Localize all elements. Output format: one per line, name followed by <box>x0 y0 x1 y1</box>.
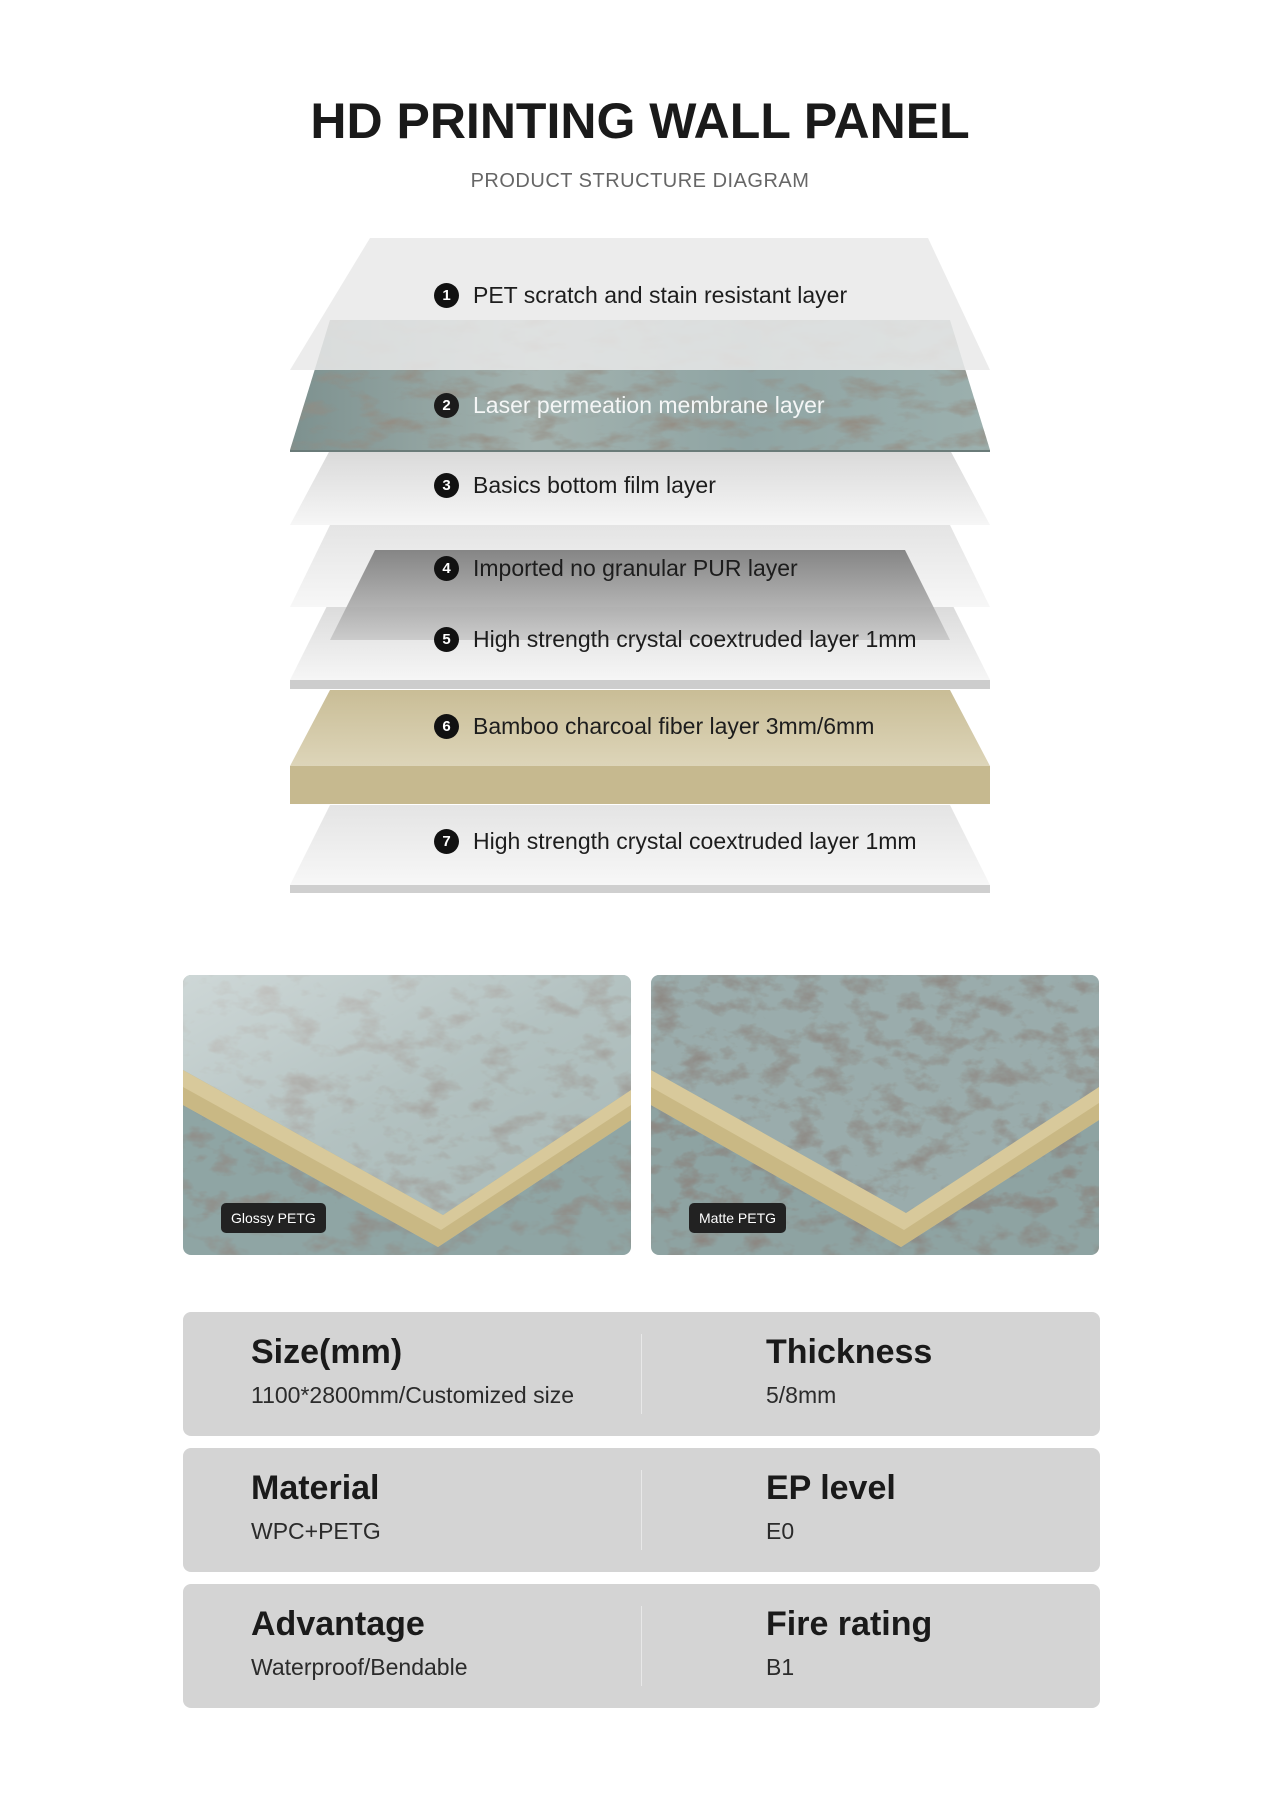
matte-badge: Matte PETG <box>689 1203 786 1233</box>
layer-label-7 <box>434 828 917 855</box>
spec-divider <box>641 1334 642 1414</box>
spec-label: Material <box>251 1469 380 1507</box>
layer-text: High strength crystal coextruded layer 1mm <box>473 828 917 854</box>
layer-label-2 <box>434 392 825 419</box>
layer-number-badge: 5 <box>434 627 459 652</box>
spec-value: 1100*2800mm/Customized size <box>251 1382 575 1408</box>
spec-card-material-ep <box>183 1448 1100 1572</box>
layer-number-badge: 3 <box>434 473 459 498</box>
glossy-petg-photo <box>183 975 631 1255</box>
spec-label: Size(mm) <box>251 1333 403 1371</box>
layer-number-badge: 4 <box>434 556 459 581</box>
spec-card-advantage-fire <box>183 1584 1100 1708</box>
spec-label: Advantage <box>251 1605 425 1643</box>
spec-value: E0 <box>766 1518 795 1544</box>
spec-label: EP level <box>766 1469 896 1507</box>
glossy-badge: Glossy PETG <box>221 1203 326 1233</box>
layer-text: Laser permeation membrane layer <box>473 392 825 418</box>
layer-label-5 <box>434 626 917 653</box>
spec-value: 5/8mm <box>766 1382 837 1408</box>
layer-text: Imported no granular PUR layer <box>473 555 798 581</box>
spec-value: WPC+PETG <box>251 1518 381 1544</box>
page-title: HD PRINTING WALL PANEL <box>310 93 970 149</box>
layer-label-1 <box>434 282 847 309</box>
layer-label-6 <box>434 713 874 740</box>
spec-value: Waterproof/Bendable <box>251 1654 468 1680</box>
spec-label: Thickness <box>766 1333 933 1371</box>
layer-label-4 <box>434 555 798 582</box>
layer-number-badge: 1 <box>434 283 459 308</box>
layer-text: Bamboo charcoal fiber layer 3mm/6mm <box>473 713 875 739</box>
layer-number-badge: 7 <box>434 829 459 854</box>
layer-text: High strength crystal coextruded layer 1mm <box>473 626 917 652</box>
page-subtitle: PRODUCT STRUCTURE DIAGRAM <box>470 170 810 192</box>
spec-card-size-thickness <box>183 1312 1100 1436</box>
layer-label-3 <box>434 472 716 499</box>
spec-value: B1 <box>766 1654 795 1680</box>
spec-divider <box>641 1606 642 1686</box>
matte-petg-photo <box>651 975 1099 1255</box>
layer-number-badge: 6 <box>434 714 459 739</box>
spec-divider <box>641 1470 642 1550</box>
layer-number-badge: 2 <box>434 393 459 418</box>
layer-text: Basics bottom film layer <box>473 472 716 498</box>
spec-label: Fire rating <box>766 1605 933 1643</box>
layer-text: PET scratch and stain resistant layer <box>473 282 848 308</box>
